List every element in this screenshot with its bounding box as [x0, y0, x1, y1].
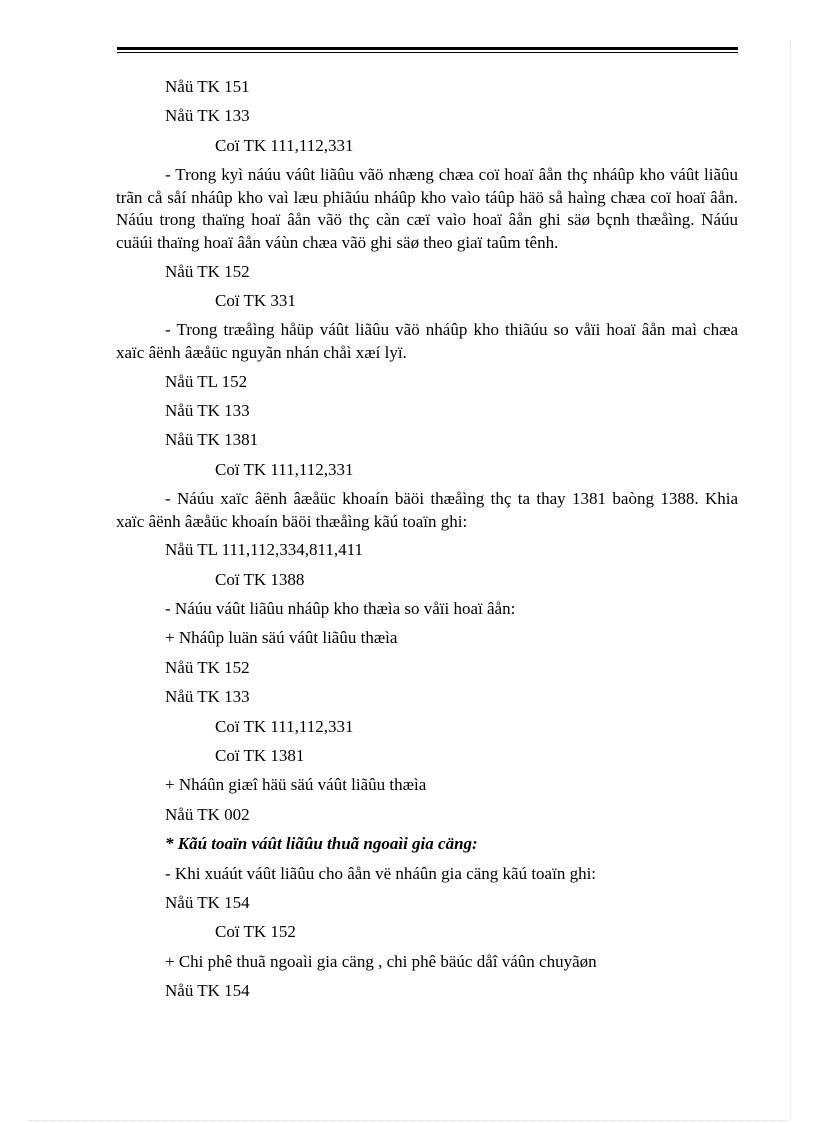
paragraph-text: - Trong træåìng håüp váût liãûu vãö nháûp kho thiãúu so våïi hoaï âån maì chæa xaïc âënh âæåüc nguyãn nhán chåì xæí lyï.	[116, 320, 738, 362]
paragraph-text: - Náúu xaïc âënh âæåüc khoaín bäöi thæåìng thç ta thay 1381 baòng 1388. Khia xaïc âënh âæåüc khoaín bäöi thæåìng kãú toaïn ghi:	[116, 489, 738, 531]
text-line: + Nháûp luän säú váût liãûu thæìa	[165, 628, 398, 648]
page-border-bottom	[28, 1120, 788, 1121]
document-body	[116, 76, 738, 1010]
section-heading: * Kãú toaïn váût liãûu thuã ngoaìi gia cäng:	[165, 834, 478, 854]
text-line: Nåü TK 133	[165, 687, 250, 707]
text-line: + Nháûn giæî häü säú váût liãûu thæìa	[165, 775, 427, 795]
text-line: Nåü TL 152	[165, 371, 248, 391]
text-line: Nåü TK 133	[165, 106, 250, 126]
paragraph	[116, 488, 738, 533]
page-border-right	[790, 40, 791, 1120]
text-line: Nåü TK 133	[165, 400, 250, 420]
paragraph	[116, 319, 738, 364]
text-line: Nåü TK 1381	[165, 430, 259, 450]
header-rule-thin	[117, 52, 738, 53]
text-line: Nåü TK 154	[165, 981, 250, 1001]
text-line: Nåü TL 111,112,334,811,411	[165, 540, 363, 560]
paragraph	[116, 164, 738, 254]
credit-entry-line: Coï TK 111,112,331	[215, 459, 354, 479]
text-line: Nåü TK 152	[165, 261, 250, 281]
credit-entry-line: Coï TK 152	[215, 922, 296, 942]
text-line: + Chi phê thuã ngoaìi gia cäng , chi phê bäúc dåî váûn chuyãøn	[165, 951, 597, 971]
text-line: Nåü TK 154	[165, 892, 250, 912]
text-line: Nåü TK 002	[165, 804, 250, 824]
paragraph-text: - Trong kyì náúu váût liãûu vãö nhæng chæa coï hoaï âån thç nháûp kho váût liãûu trãn cå såí nháûp kho vaì læu phiãúu nháûp kho vaìo táûp häö så haìng chæa coï hoaï âån. Náúu trong thaïng hoaï âån vãö thç càn cæï vaìo hoaï âån ghi säø bçnh thæåìng. Náúu cuäúi thaïng hoaï âån váùn chæa vãö ghi säø theo giaï taûm tênh.	[116, 165, 738, 252]
credit-entry-line: Coï TK 1381	[215, 746, 305, 765]
header-rule-thick	[117, 47, 738, 50]
credit-entry-line: Coï TK 111,112,331	[215, 716, 354, 736]
text-line: - Khi xuáút váût liãûu cho âån vë nháûn gia cäng kãú toaïn ghi:	[165, 863, 597, 883]
credit-entry-line: Coï TK 1388	[215, 569, 305, 589]
credit-entry-line: Coï TK 111,112,331	[215, 135, 354, 155]
credit-entry-line: Coï TK 331	[215, 290, 296, 310]
text-line: Nåü TK 152	[165, 657, 250, 677]
text-line: Nåü TK 151	[165, 77, 250, 96]
text-line: - Náúu váût liãûu nháûp kho thæìa so våïi hoaï âån:	[165, 599, 516, 619]
